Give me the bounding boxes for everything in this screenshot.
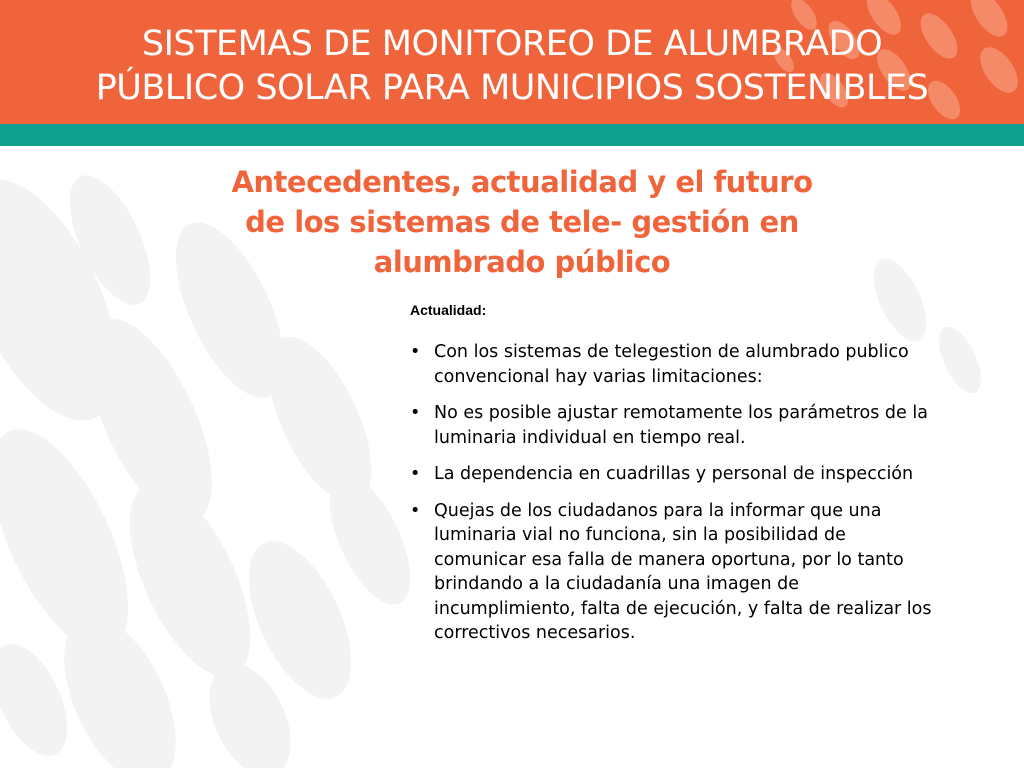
subtitle-line-2: de los sistemas de tele- gestión en bbox=[245, 205, 799, 239]
bullet-item bbox=[408, 499, 933, 646]
bullet-icon: • bbox=[410, 464, 421, 484]
bullet-list bbox=[408, 340, 933, 646]
bullet-icon: • bbox=[410, 342, 421, 362]
teal-divider-bar bbox=[0, 124, 1024, 146]
bullet-text: La dependencia en cuadrillas y personal de inspección bbox=[434, 464, 914, 484]
section-label: Actualidad: bbox=[410, 302, 487, 318]
subtitle-line-1: Antecedentes, actualidad y el futuro bbox=[231, 165, 813, 199]
bullet-icon: • bbox=[410, 403, 421, 423]
bullet-text: Con los sistemas de telegestion de alumbrado publico convencional hay varias limitaciones: bbox=[434, 342, 909, 387]
content-block bbox=[408, 302, 933, 658]
subtitle-line-3: alumbrado público bbox=[373, 245, 671, 279]
bullet-item bbox=[408, 401, 933, 450]
slide-subtitle bbox=[222, 162, 822, 282]
header-band bbox=[0, 0, 1024, 124]
bullet-icon: • bbox=[410, 500, 421, 521]
slide-title-line-1: SISTEMAS DE MONITOREO DE ALUMBRADO bbox=[141, 24, 883, 64]
bullet-item bbox=[408, 340, 933, 389]
bullet-item bbox=[408, 462, 933, 487]
slide-title-line-2: PÚBLICO SOLAR PARA MUNICIPIOS SOSTENIBLES bbox=[95, 68, 929, 108]
slide-title bbox=[0, 22, 1024, 110]
bullet-text: No es posible ajustar remotamente los parámetros de la luminaria individual en tiempo real. bbox=[434, 403, 928, 448]
bullet-text: Quejas de los ciudadanos para la informar que una luminaria vial no funciona, sin la posibilidad de comunicar esa falla de manera oportuna, por lo tanto brindando a la ciudadanía una imagen de incumplimiento, falta de ejecución, y falta de realizar los correctivos necesarios. bbox=[434, 500, 932, 643]
